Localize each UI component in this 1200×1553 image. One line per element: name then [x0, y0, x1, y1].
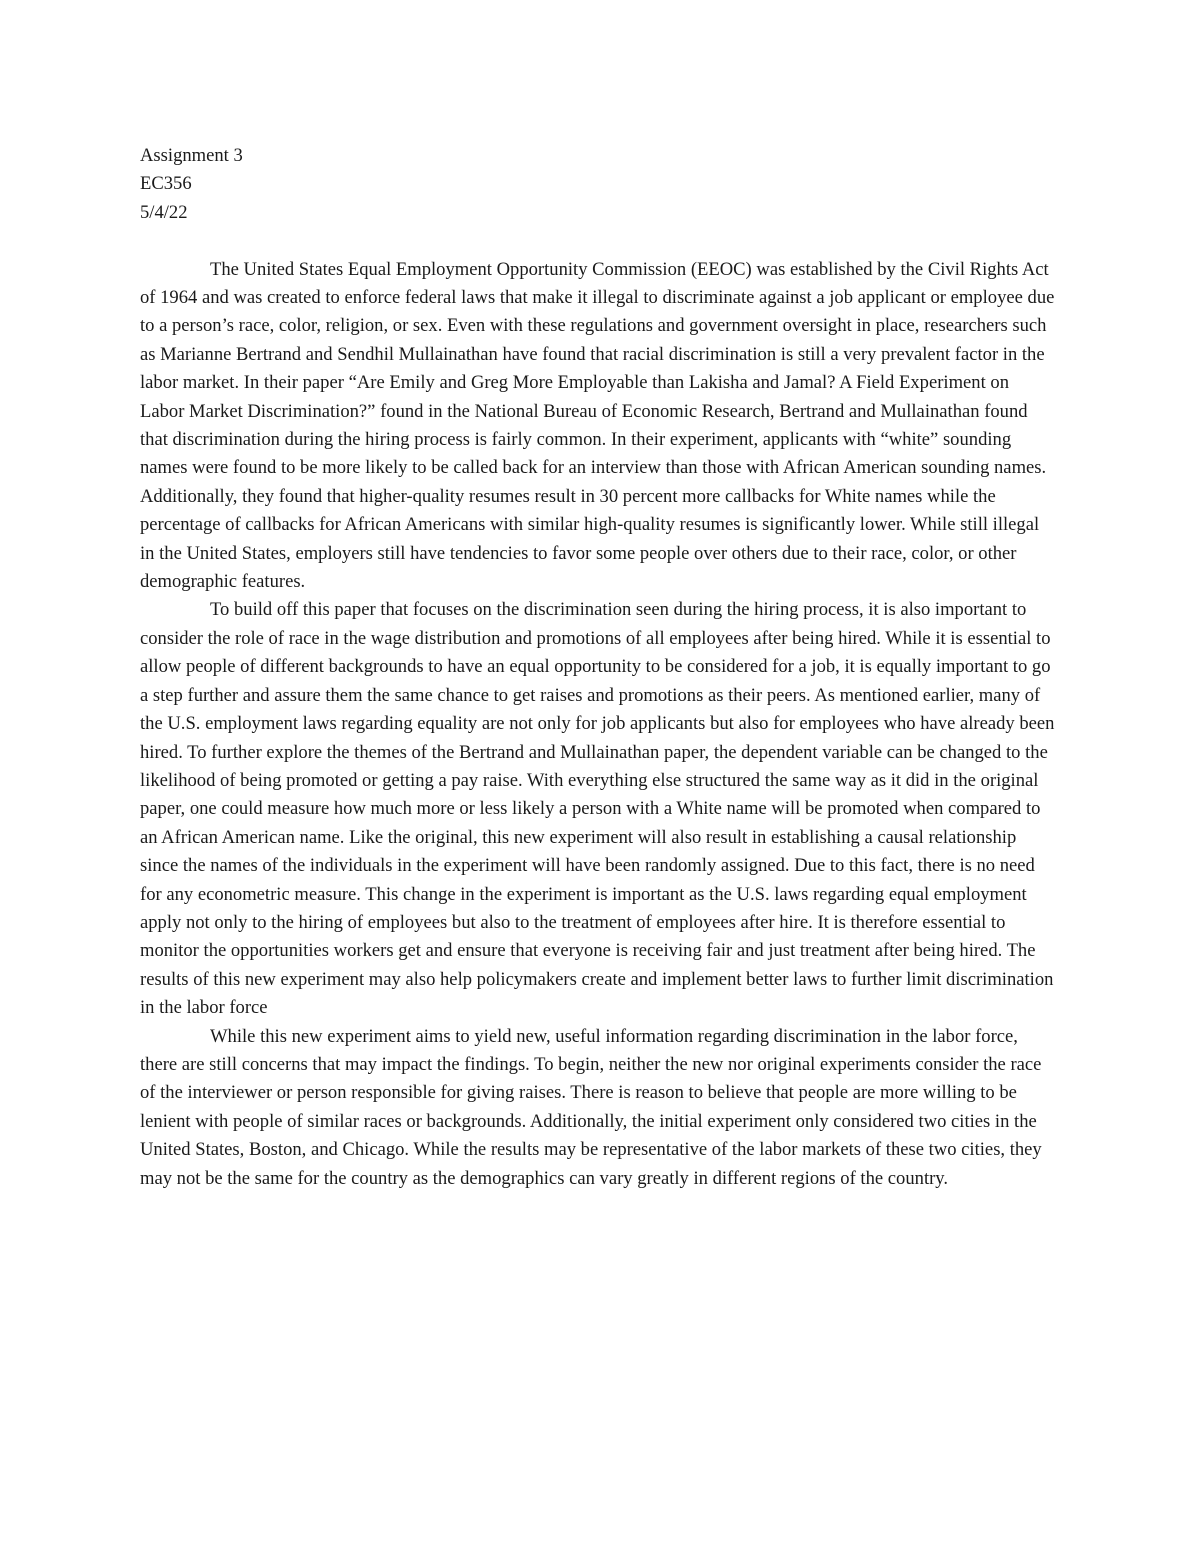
document-date: 5/4/22	[140, 201, 188, 223]
paragraph-2: To build off this paper that focuses on the discrimination seen during the hiring process, it is also important to consider the role of race in the wage distribution and promotions of all employees after being hired. While it is essential to allow people of different backgrounds to have an equal opportunity to be considered for a job, it is equally important to go a step further and assure them the same chance to get raises and promotions as their peers. As mentioned earlier, many of the U.S. employment laws regarding equality are not only for job applicants but also for employees who have already been hired. To further explore the themes of the Bertrand and Mullainathan paper, the dependent variable can be changed to the likelihood of being promoted or getting a pay raise. With everything else structured the same way as it did in the original paper, one could measure how much more or less likely a person with a White name will be promoted when compared to an African American name. Like the original, this new experiment will also result in establishing a causal relationship since the names of the individuals in the experiment will have been randomly assigned. Due to this fact, there is no need for any econometric measure. This change in the experiment is important as the U.S. laws regarding equal employment apply not only to the hiring of employees but also to the treatment of employees after hire. It is therefore essential to monitor the opportunities workers get and ensure that everyone is receiving fair and just treatment after being hired. The results of this new experiment may also help policymakers create and implement better laws to further limit discrimination in the labor force	[140, 599, 1055, 1019]
assignment-title: Assignment 3	[140, 145, 243, 166]
header-spacer	[140, 227, 1058, 255]
paragraph-3: While this new experiment aims to yield new, useful information regarding discrimination in the labor force, there are still concerns that may impact the findings. To begin, neither the new nor original experiments consider the race of the interviewer or person responsible for giving raises. There is reason to believe that people are more willing to be lenient with people of similar races or backgrounds. Additionally, the initial experiment only considered two cities in the United States, Boston, and Chicago. While the results may be representative of the labor markets of these two cities, they may not be the same for the country as the demographics can vary greatly in different regions of the country.	[140, 1025, 1042, 1189]
paragraph-1: The United States Equal Employment Opportunity Commission (EEOC) was established by the Civil Rights Act of 1964 and was created to enforce federal laws that make it illegal to discriminate against a job applicant or employee due to a person’s race, color, religion, or sex. Even with these regulations and government oversight in place, researchers such as Marianne Bertrand and Sendhil Mullainathan have found that racial discrimination is still a very prevalent factor in the labor market. In their paper “Are Emily and Greg More Employable than Lakisha and Jamal? A Field Experiment on Labor Market Discrimination?” found in the National Bureau of Economic Research, Bertrand and Mullainathan found that discrimination during the hiring process is fairly common. In their experiment, applicants with “white” sounding names were found to be more likely to be called back for an interview than those with African American sounding names. Additionally, they found that higher-quality resumes result in 30 percent more callbacks for White names while the percentage of callbacks for African Americans with similar high-quality resumes is significantly lower. While still illegal in the United States, employers still have tendencies to favor some people over others due to their race, color, or other demographic features.	[140, 258, 1055, 593]
course-code: EC356	[140, 173, 192, 195]
document-body	[140, 142, 1058, 1193]
